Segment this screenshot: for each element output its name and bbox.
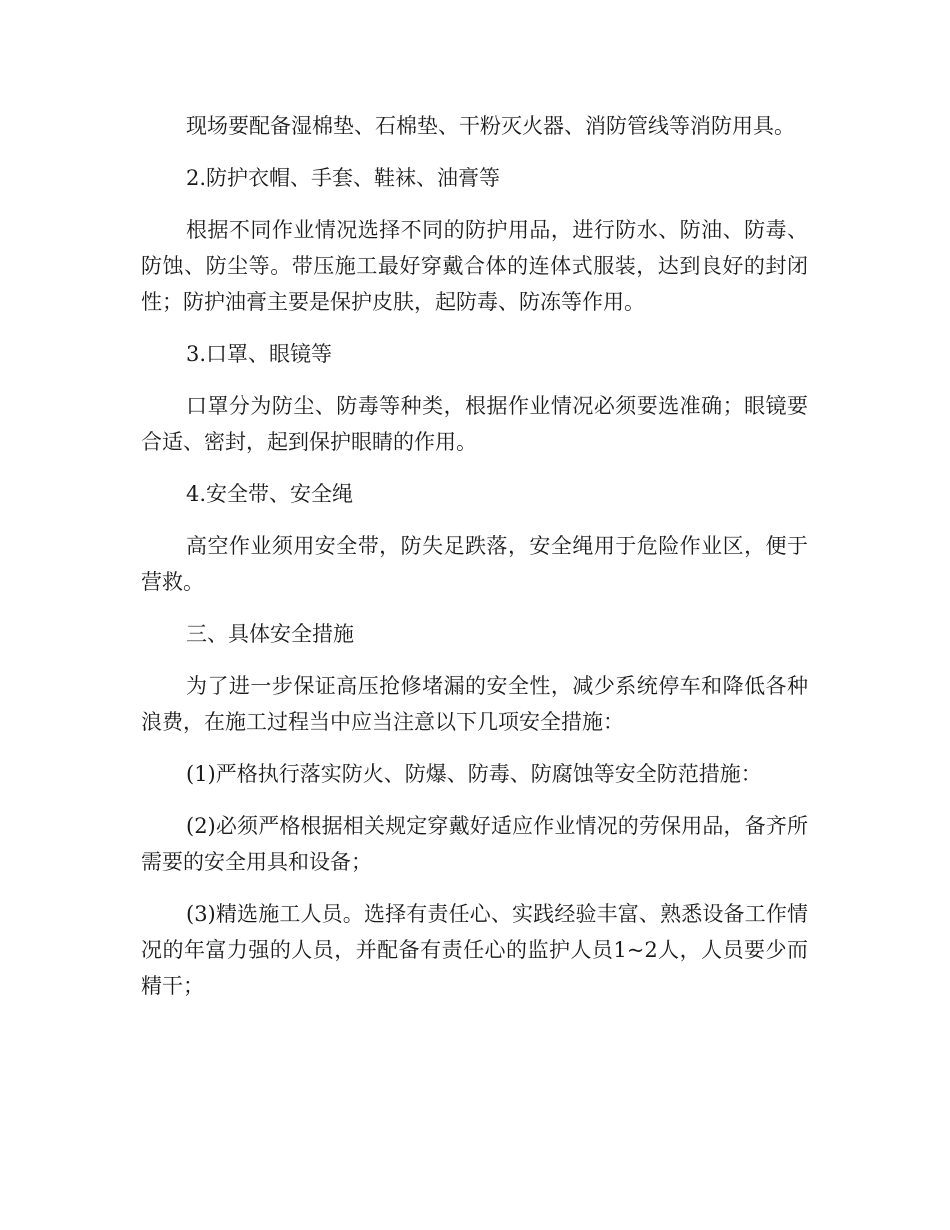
paragraph-protective-clothing: 根据不同作业情况选择不同的防护用品，进行防水、防油、防毒、防蚀、防尘等。带压施工最好穿戴合体的连体式服装，达到良好的封闭性；防护油膏主要是保护皮肤，起防毒、防冻等作用。 bbox=[141, 218, 808, 314]
list-item-measure-1: (1)严格执行落实防火、防爆、防毒、防腐蚀等安全防范措施： bbox=[186, 762, 762, 786]
heading-protective-clothing: 2.防护衣帽、手套、鞋袜、油膏等 bbox=[186, 166, 501, 190]
paragraph-fire-equipment: 现场要配备湿棉垫、石棉垫、干粉灭火器、消防管线等消防用具。 bbox=[186, 114, 795, 138]
document-body bbox=[141, 108, 808, 1020]
heading-masks-goggles: 3.口罩、眼镜等 bbox=[186, 342, 333, 366]
paragraph-safety-measures-intro: 为了进一步保证高压抢修堵漏的安全性，减少系统停车和降低各种浪费，在施工过程当中应当注意以下几项安全措施： bbox=[141, 674, 808, 734]
list-item-measure-3: (3)精选施工人员。选择有责任心、实践经验丰富、熟悉设备工作情况的年富力强的人员，并配备有责任心的监护人员1~2人，人员要少而精干； bbox=[141, 902, 808, 998]
list-item-measure-2: (2)必须严格根据相关规定穿戴好适应作业情况的劳保用品，备齐所需要的安全用具和设备； bbox=[141, 814, 808, 874]
paragraph-safety-belt: 高空作业须用安全带，防失足跌落，安全绳用于危险作业区，便于营救。 bbox=[141, 534, 808, 594]
paragraph-masks-goggles: 口罩分为防尘、防毒等种类，根据作业情况必须要选准确；眼镜要合适、密封，起到保护眼睛的作用。 bbox=[141, 394, 808, 454]
heading-safety-measures: 三、具体安全措施 bbox=[186, 622, 354, 646]
heading-safety-belt: 4.安全带、安全绳 bbox=[186, 482, 354, 506]
